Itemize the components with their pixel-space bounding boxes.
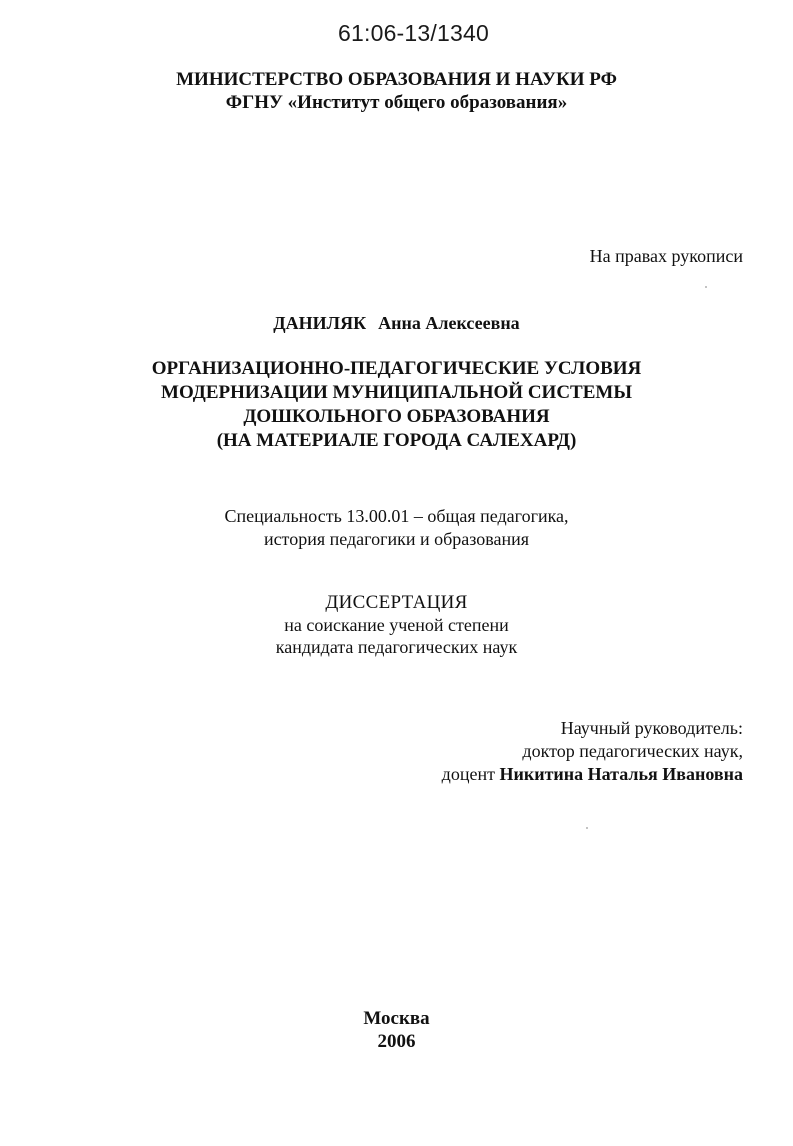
author-given-names: Анна Алексеевна — [378, 313, 520, 333]
ministry-name: МИНИСТЕРСТВО ОБРАЗОВАНИЯ И НАУКИ РФ — [176, 69, 617, 90]
year: 2006 — [377, 1031, 416, 1052]
scan-speck — [705, 286, 707, 288]
advisor-rank-and-name — [442, 763, 743, 786]
advisor-name: Никитина Наталья Ивановна — [499, 764, 743, 784]
scientific-advisor — [442, 717, 743, 786]
thesis-type: ДИССЕРТАЦИЯ — [325, 592, 468, 613]
title-line: ДОШКОЛЬНОГО ОБРАЗОВАНИЯ — [243, 406, 550, 427]
title-line: ОРГАНИЗАЦИОННО-ПЕДАГОГИЧЕСКИЕ УСЛОВИЯ — [151, 358, 642, 379]
author-name — [0, 313, 793, 334]
thesis-degree: кандидата педагогических наук — [275, 637, 518, 657]
specialty-line-1: Специальность 13.00.01 – общая педагогика, — [224, 506, 569, 526]
place-and-year — [0, 1007, 793, 1053]
dissertation-title — [0, 357, 793, 453]
city: Москва — [363, 1008, 430, 1029]
title-line: (НА МАТЕРИАЛЕ ГОРОДА САЛЕХАРД) — [216, 430, 577, 451]
thesis-purpose: на соискание ученой степени — [284, 615, 509, 635]
specialty-line-2: история педагогики и образования — [263, 529, 530, 549]
specialty-block — [0, 505, 793, 551]
manuscript-rights-note: На правах рукописи — [589, 246, 743, 266]
advisor-degree: доктор педагогических наук, — [522, 741, 743, 761]
author-surname: ДАНИЛЯК — [273, 313, 367, 333]
advisor-label: Научный руководитель: — [560, 718, 743, 738]
title-line: МОДЕРНИЗАЦИИ МУНИЦИПАЛЬНОЙ СИСТЕМЫ — [161, 382, 632, 403]
issuing-organization — [0, 68, 793, 114]
archive-stamp-number: 61:06-13/1340 — [338, 20, 489, 46]
advisor-rank: доцент — [441, 764, 495, 784]
scan-speck — [586, 827, 588, 829]
thesis-block — [0, 592, 793, 658]
institute-name: ФГНУ «Институт общего образования» — [225, 92, 568, 113]
